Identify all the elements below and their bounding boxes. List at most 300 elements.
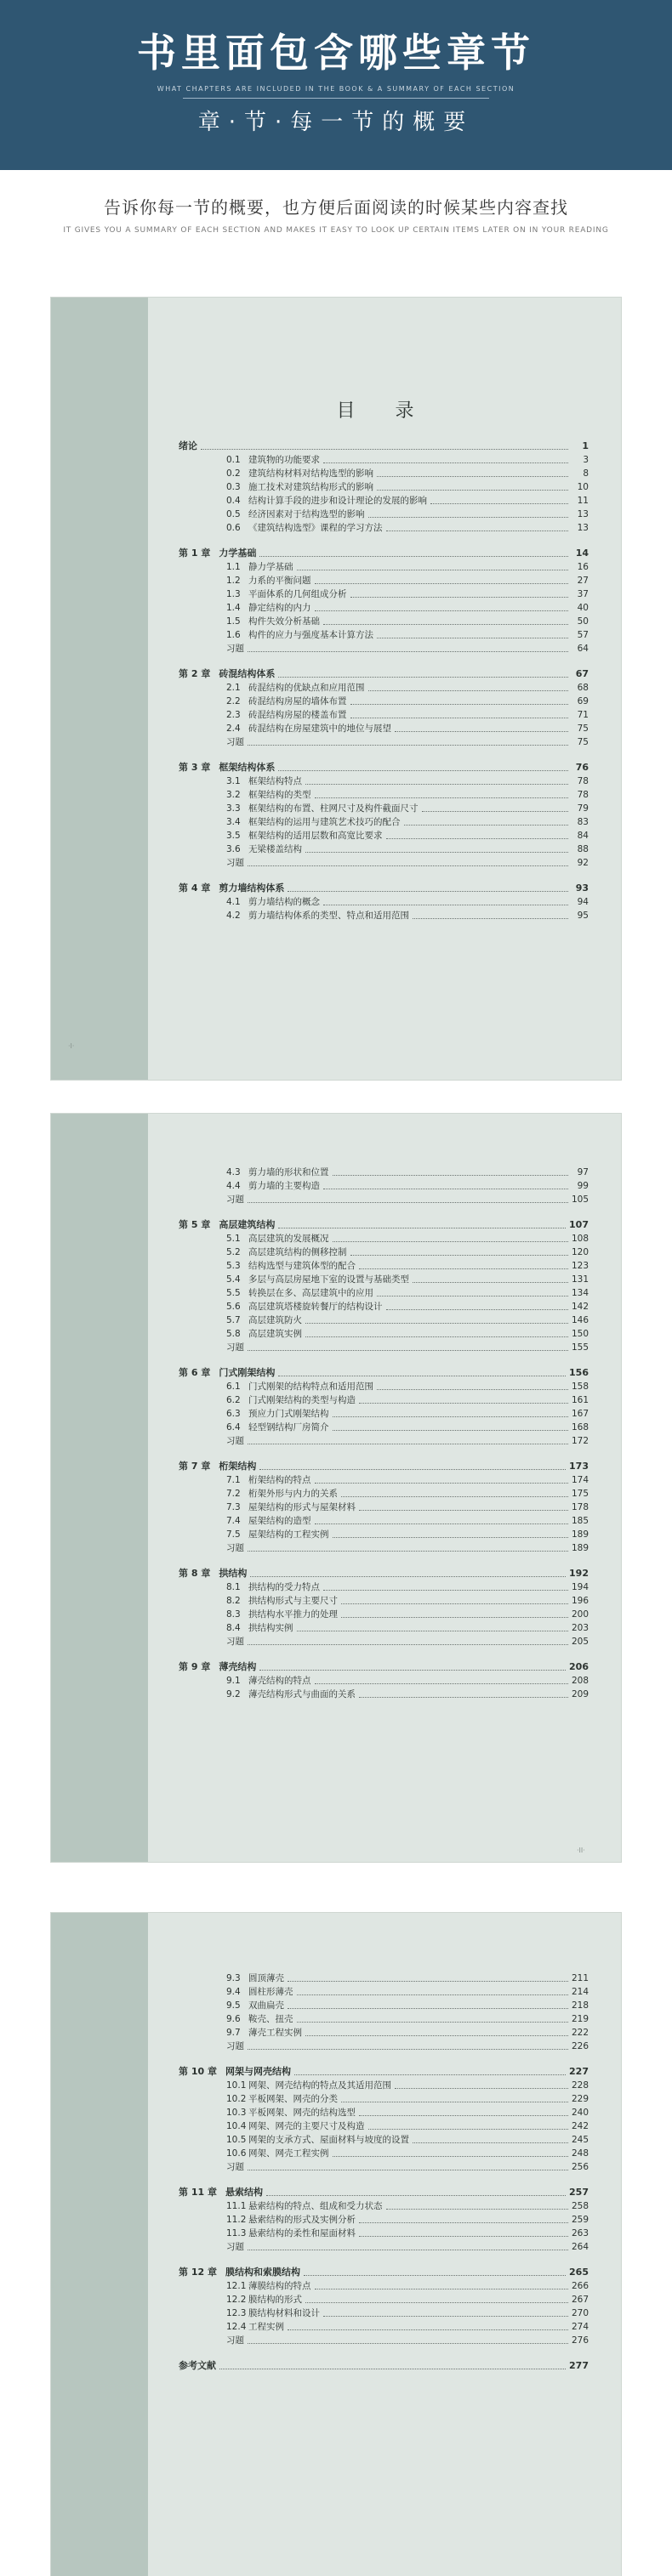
toc-entry-row — [179, 2093, 589, 2105]
entry-title: 绪论 — [179, 440, 197, 451]
leader-dots — [350, 597, 569, 598]
entry-number: 3.4 — [226, 817, 241, 827]
leader-dots — [315, 610, 569, 611]
entry-title: 薄膜结构的特点 — [248, 2281, 311, 2291]
entry-title: 平面体系的几何组成分析 — [248, 589, 347, 599]
entry-title: 薄壳结构 — [219, 1661, 257, 1672]
toc-entry-row — [179, 481, 589, 493]
toc-entry-row — [179, 2148, 589, 2159]
toc-entry-row — [179, 1421, 589, 1433]
toc-entry-row — [179, 561, 589, 573]
toc-entry-row — [179, 2027, 589, 2039]
leader-dots — [368, 517, 569, 518]
leader-dots — [294, 2074, 566, 2075]
entry-number: 3.3 — [226, 803, 241, 814]
entry-title: 屋架结构的工程实例 — [248, 1529, 329, 1540]
toc-title: 目 录 — [336, 400, 431, 422]
entry-page-number: 218 — [571, 2000, 589, 2011]
toc-entry-row — [179, 2120, 589, 2132]
leader-dots — [248, 1202, 568, 1203]
entry-number: 6.3 — [226, 1409, 241, 1419]
leader-dots — [250, 1576, 566, 1577]
toc-entry-row — [179, 2000, 589, 2011]
toc-entry-row — [179, 522, 589, 534]
leader-dots — [201, 449, 568, 450]
entry-number: 第 4 章 — [179, 882, 211, 894]
entry-title: 高层建筑塔楼旋转餐厅的结构设计 — [248, 1302, 383, 1312]
entry-page-number: 256 — [571, 2162, 589, 2172]
leader-dots — [368, 2129, 568, 2130]
entry-page-number: 189 — [571, 1529, 589, 1540]
toc-entry-row — [179, 2307, 589, 2319]
entry-title: 悬索结构的柔性和屋面材料 — [248, 2228, 356, 2238]
leader-dots — [259, 1670, 566, 1671]
leader-dots — [323, 1590, 568, 1591]
toc-entry-row — [179, 803, 589, 814]
entry-title: 习题 — [226, 1342, 244, 1353]
entry-page-number: 57 — [577, 630, 589, 640]
entry-title: 习题 — [226, 1543, 244, 1553]
entry-title: 多层与高层房屋地下室的设置与基础类型 — [248, 1274, 409, 1285]
entry-title: 平板网架、网壳的分类 — [248, 2094, 338, 2104]
entry-number: 10.6 — [226, 2148, 247, 2159]
entry-title: 网架、网壳工程实例 — [248, 2148, 329, 2159]
entry-page-number: 156 — [569, 1367, 589, 1378]
entry-title: 建筑结构材料对结构选型的影响 — [248, 468, 373, 479]
entry-page-number: 13 — [577, 523, 589, 533]
entry-title: 高层建筑防火 — [248, 1315, 302, 1325]
entry-page-number: 206 — [569, 1661, 589, 1672]
entry-page-number: 105 — [571, 1194, 589, 1205]
entry-page-number: 14 — [575, 548, 589, 559]
entry-number: 9.7 — [226, 2028, 241, 2038]
entry-number: 9.6 — [226, 2014, 241, 2024]
entry-title: 拱结构实例 — [248, 1623, 293, 1633]
entry-page-number: 192 — [569, 1568, 589, 1579]
entry-page-number: 259 — [571, 2215, 589, 2225]
entry-page-number: 3 — [583, 455, 589, 465]
entry-title: 拱结构的受力特点 — [248, 1582, 320, 1592]
leader-dots — [323, 462, 568, 463]
toc-entry-row — [179, 1180, 589, 1192]
entry-page-number: 68 — [577, 683, 589, 693]
leader-dots — [323, 2316, 568, 2317]
entry-page-number: 274 — [571, 2322, 589, 2332]
toc-entry-row — [179, 1260, 589, 1272]
entry-title: 构件的应力与强度基本计算方法 — [248, 630, 373, 640]
entry-number: 0.5 — [226, 509, 241, 519]
entry-title: 习题 — [226, 1194, 244, 1205]
entry-page-number: 168 — [571, 1422, 589, 1433]
entry-page-number: 205 — [571, 1637, 589, 1647]
entry-page-number: 97 — [577, 1167, 589, 1177]
entry-title: 参考文献 — [179, 2360, 216, 2371]
leader-dots — [315, 797, 569, 798]
toc-entry-row — [179, 1529, 589, 1540]
leader-dots — [359, 1268, 568, 1269]
entry-number: 0.1 — [226, 455, 241, 465]
toc-entry-row — [179, 2040, 589, 2052]
entry-title: 预应力门式刚架结构 — [248, 1409, 329, 1419]
entry-title: 桁架结构 — [219, 1461, 257, 1472]
entry-title: 《建筑结构选型》课程的学习方法 — [248, 523, 383, 533]
page-margin-strip — [51, 1114, 148, 1862]
entry-page-number: 108 — [571, 1234, 589, 1244]
entry-number: 1.3 — [226, 589, 241, 599]
entry-page-number: 120 — [571, 1247, 589, 1257]
leader-dots — [315, 583, 569, 584]
entry-number: 8.3 — [226, 1609, 241, 1620]
leader-dots — [404, 825, 569, 826]
entry-title: 习题 — [226, 858, 244, 868]
entry-number: 10.4 — [226, 2121, 247, 2131]
toc-entry-row — [179, 616, 589, 627]
toc-entry-row — [179, 830, 589, 842]
toc-entry-row — [179, 1986, 589, 1998]
entry-title: 砖混结构的优缺点和应用范围 — [248, 683, 365, 693]
entry-page-number: 99 — [577, 1181, 589, 1191]
leader-dots — [248, 1644, 568, 1645]
entry-number: 2.3 — [226, 710, 241, 720]
toc-entry-row — [179, 1501, 589, 1513]
entry-page-number: 174 — [571, 1475, 589, 1485]
toc-entry-row — [179, 602, 589, 614]
entry-title: 习题 — [226, 644, 244, 654]
entry-page-number: 64 — [577, 644, 589, 654]
entry-title: 双曲扁壳 — [248, 2000, 284, 2011]
toc-entry-row — [179, 1166, 589, 1178]
leader-dots — [341, 1617, 568, 1618]
entry-page-number: 209 — [571, 1689, 589, 1699]
leader-dots — [377, 476, 568, 477]
toc-entry-row — [179, 816, 589, 828]
leader-dots — [333, 1416, 568, 1417]
entry-page-number: 95 — [577, 911, 589, 921]
leader-dots — [359, 2222, 568, 2223]
entry-page-number: 11 — [577, 496, 589, 506]
entry-title: 习题 — [226, 2162, 244, 2172]
leader-dots — [359, 1403, 568, 1404]
toc-entry-row — [179, 1595, 589, 1607]
toc-entry-row — [179, 508, 589, 520]
toc-entry-row — [179, 789, 589, 801]
entry-title: 网架、网壳的主要尺寸及构造 — [248, 2121, 365, 2131]
leader-dots — [304, 2275, 566, 2276]
entry-title: 高层建筑实例 — [248, 1329, 302, 1339]
toc-entry-row — [179, 2214, 589, 2226]
toc-entry-row — [179, 910, 589, 922]
toc-entry-row — [179, 468, 589, 479]
entry-number: 3.2 — [226, 790, 241, 800]
toc-entry-row — [179, 1675, 589, 1687]
entry-page-number: 78 — [577, 790, 589, 800]
entry-title: 习题 — [226, 2335, 244, 2346]
entry-page-number: 219 — [571, 2014, 589, 2024]
toc-entry-row — [179, 1246, 589, 1258]
toc-chapter-row — [179, 1219, 589, 1231]
leader-dots — [333, 2156, 568, 2157]
toc-entry-row — [179, 843, 589, 855]
entry-title: 框架结构体系 — [219, 762, 276, 773]
intro-text: 告诉你每一节的概要，也方便后面阅读的时候某些内容查找 — [104, 197, 568, 218]
toc-entry-row — [179, 2241, 589, 2253]
leader-dots — [278, 770, 568, 771]
entry-page-number: 266 — [571, 2281, 589, 2291]
entry-number: 8.2 — [226, 1596, 241, 1606]
toc-entry-row — [179, 682, 589, 694]
leader-dots — [395, 731, 568, 732]
toc-chapter-row — [179, 440, 589, 452]
entry-title: 薄壳结构形式与曲面的关系 — [248, 1689, 356, 1699]
entry-page-number: 84 — [577, 831, 589, 841]
entry-number: 12.3 — [226, 2308, 247, 2318]
leader-dots — [288, 2008, 568, 2009]
entry-title: 高层建筑的发展概况 — [248, 1234, 329, 1244]
toc-entry-row — [179, 695, 589, 707]
entry-page-number: 242 — [571, 2121, 589, 2131]
entry-title: 剪力墙结构体系 — [219, 882, 285, 894]
entry-title: 屋架结构的造型 — [248, 1516, 311, 1526]
leader-dots — [297, 2022, 568, 2023]
toc-chapter-row — [179, 2187, 589, 2199]
entry-title: 建筑物的功能要求 — [248, 455, 320, 465]
entry-title: 拱结构 — [219, 1568, 248, 1579]
leader-dots — [278, 677, 568, 678]
toc-entry-row — [179, 1314, 589, 1326]
leader-dots — [305, 2302, 568, 2303]
entry-page-number: 142 — [571, 1302, 589, 1312]
entry-title: 习题 — [226, 737, 244, 747]
entry-number: 0.3 — [226, 482, 241, 492]
toc-entry-row — [179, 2321, 589, 2333]
toc-entry-row — [179, 643, 589, 655]
toc-chapter-row — [179, 762, 589, 774]
entry-title: 静力学基础 — [248, 562, 293, 572]
entry-page-number: 227 — [569, 2066, 589, 2077]
toc-entry-row — [179, 495, 589, 507]
leader-dots — [430, 503, 568, 504]
entry-title: 拱结构水平推力的处理 — [248, 1609, 338, 1620]
entry-title: 网架、网壳结构的特点及其适用范围 — [248, 2080, 391, 2091]
toc-entry-row — [179, 2294, 589, 2306]
entry-title: 网架的支承方式、屋面材料与坡度的设置 — [248, 2135, 409, 2145]
entry-title: 膜结构的形式 — [248, 2295, 302, 2305]
entry-number: 第 2 章 — [179, 668, 211, 679]
entry-number: 3.6 — [226, 844, 241, 854]
entry-title: 习题 — [226, 2242, 244, 2252]
leader-dots — [377, 1296, 568, 1297]
toc-entry-row — [179, 736, 589, 748]
entry-page-number: 69 — [577, 696, 589, 706]
entry-page-number: 270 — [571, 2308, 589, 2318]
entry-number: 第 10 章 — [179, 2066, 217, 2077]
entry-page-number: 258 — [571, 2201, 589, 2211]
entry-title: 习题 — [226, 2041, 244, 2051]
entry-title: 砖混结构在房屋建筑中的地位与展望 — [248, 723, 391, 734]
entry-page-number: 200 — [571, 1609, 589, 1620]
entry-page-number: 267 — [571, 2295, 589, 2305]
entry-page-number: 245 — [571, 2135, 589, 2145]
entry-title: 无梁楼盖结构 — [248, 844, 302, 854]
leader-dots — [259, 556, 568, 557]
toc-entry-row — [179, 1287, 589, 1299]
toc-entry-row — [179, 896, 589, 908]
toc-entry-row — [179, 1328, 589, 1340]
toc-chapter-row — [179, 1461, 589, 1472]
entry-title: 剪力墙的形状和位置 — [248, 1167, 329, 1177]
toc-entry-row — [179, 1233, 589, 1245]
leader-dots — [305, 784, 568, 785]
leader-dots — [315, 1483, 568, 1484]
entry-page-number: 211 — [571, 1973, 589, 1983]
toc-entry-row — [179, 2200, 589, 2212]
entry-page-number: 50 — [577, 616, 589, 627]
toc-entry-row — [179, 1435, 589, 1447]
entry-page-number: 196 — [571, 1596, 589, 1606]
entry-number: 6.4 — [226, 1422, 241, 1433]
entry-title: 门式刚架结构 — [219, 1367, 276, 1378]
entry-page-number: 79 — [577, 803, 589, 814]
toc-chapter-row — [179, 668, 589, 680]
entry-number: 第 6 章 — [179, 1367, 211, 1378]
entry-number: 12.2 — [226, 2295, 247, 2305]
entry-title: 剪力墙的主要构造 — [248, 1181, 320, 1191]
entry-page-number: 92 — [577, 858, 589, 868]
entry-number: 第 11 章 — [179, 2187, 217, 2198]
entry-page-number: 10 — [577, 482, 589, 492]
leader-dots — [350, 704, 569, 705]
entry-page-number: 185 — [571, 1516, 589, 1526]
leader-dots — [377, 490, 568, 491]
toc-entry-row — [179, 2161, 589, 2173]
divider — [183, 98, 489, 99]
entry-number: 第 3 章 — [179, 762, 211, 773]
entry-title: 力学基础 — [219, 548, 257, 559]
entry-title: 门式刚架的结构特点和适用范围 — [248, 1382, 373, 1392]
toc-entry-row — [179, 1688, 589, 1700]
toc-entry-row — [179, 1474, 589, 1486]
entry-number: 5.4 — [226, 1274, 241, 1285]
entry-number: 3.1 — [226, 776, 241, 786]
entry-number: 4.1 — [226, 897, 241, 907]
entry-title: 转换层在多、高层建筑中的应用 — [248, 1288, 373, 1298]
toc-entry-row — [179, 2080, 589, 2091]
leader-dots — [315, 1523, 568, 1524]
entry-page-number: 94 — [577, 897, 589, 907]
entry-number: 5.5 — [226, 1288, 241, 1298]
entry-page-number: 203 — [571, 1623, 589, 1633]
entry-number: 9.4 — [226, 1987, 241, 1997]
entry-number: 7.3 — [226, 1502, 241, 1512]
toc-entry-row — [179, 2134, 589, 2146]
entry-title: 圆柱形薄壳 — [248, 1987, 293, 1997]
entry-page-number: 83 — [577, 817, 589, 827]
entry-title: 经济因素对于结构选型的影响 — [248, 509, 365, 519]
entry-number: 10.3 — [226, 2108, 247, 2118]
entry-title: 框架结构特点 — [248, 776, 302, 786]
subtitle-english: WHAT CHAPTERS ARE INCLUDED IN THE BOOK & A SUMMARY OF EACH SECTION — [157, 85, 515, 93]
subtitle-chinese: 章·节·每一节的概要 — [197, 110, 475, 135]
entry-title: 工程实例 — [248, 2322, 284, 2332]
entry-title: 悬索结构的特点、组成和受力状态 — [248, 2201, 383, 2211]
entry-number: 12.1 — [226, 2281, 247, 2291]
toc-entry-row — [179, 723, 589, 735]
toc-chapter-row — [179, 548, 589, 559]
entry-title: 习题 — [226, 1637, 244, 1647]
toc-entry-row — [179, 1394, 589, 1406]
leader-dots — [305, 1336, 568, 1337]
leader-dots — [288, 1981, 568, 1982]
entry-title: 剪力墙结构的概念 — [248, 897, 320, 907]
toc-entry-row — [179, 1581, 589, 1593]
leader-dots — [259, 1469, 566, 1470]
entry-page-number: 229 — [571, 2094, 589, 2104]
entry-page-number: 277 — [569, 2360, 589, 2371]
leader-dots — [377, 1389, 568, 1390]
leader-dots — [305, 1323, 568, 1324]
entry-page-number: 257 — [569, 2187, 589, 2198]
entry-title: 拱结构形式与主要尺寸 — [248, 1596, 338, 1606]
toc-chapter-row — [179, 882, 589, 894]
entry-number: 9.3 — [226, 1973, 241, 1983]
page-margin-strip — [51, 298, 148, 1080]
leader-dots — [395, 2088, 568, 2089]
entry-page-number: 264 — [571, 2242, 589, 2252]
leader-dots — [341, 1496, 568, 1497]
entry-number: 5.1 — [226, 1234, 241, 1244]
entry-number: 2.1 — [226, 683, 241, 693]
entry-title: 结构选型与建筑体型的配合 — [248, 1261, 356, 1271]
toc-chapter-row — [179, 2066, 589, 2078]
entry-page-number: 93 — [575, 882, 589, 894]
toc-entry-row — [179, 2013, 589, 2025]
entry-title: 框架结构的适用层数和高宽比要求 — [248, 831, 383, 841]
entry-page-number: 155 — [571, 1342, 589, 1353]
entry-page-number: 88 — [577, 844, 589, 854]
entry-page-number: 173 — [569, 1461, 589, 1472]
entry-page-number: 158 — [571, 1382, 589, 1392]
entry-number: 10.5 — [226, 2135, 247, 2145]
entry-number: 9.1 — [226, 1676, 241, 1686]
toc-chapter-row — [179, 1661, 589, 1673]
entry-page-number: 150 — [571, 1329, 589, 1339]
entry-page-number: 276 — [571, 2335, 589, 2346]
entry-page-number: 75 — [577, 737, 589, 747]
entry-number: 6.2 — [226, 1395, 241, 1405]
entry-page-number: 71 — [577, 710, 589, 720]
page-title: 书里面包含哪些章节 — [137, 30, 535, 76]
page-number: ·I· — [68, 1042, 75, 1050]
entry-number: 3.5 — [226, 831, 241, 841]
leader-dots — [248, 2049, 568, 2050]
entry-title: 薄壳结构的特点 — [248, 1676, 311, 1686]
header-banner — [0, 0, 672, 170]
entry-number: 5.3 — [226, 1261, 241, 1271]
leader-dots — [386, 2209, 568, 2210]
entry-number: 2.2 — [226, 696, 241, 706]
entry-page-number: 134 — [571, 1288, 589, 1298]
entry-page-number: 107 — [569, 1219, 589, 1230]
entry-title: 平板网架、网壳的结构选型 — [248, 2108, 356, 2118]
entry-page-number: 1 — [582, 440, 589, 451]
entry-title: 砖混结构体系 — [219, 668, 276, 679]
toc-entry-row — [179, 1972, 589, 1984]
leader-dots — [248, 865, 568, 866]
entry-title: 膜结构和索膜结构 — [225, 2267, 300, 2278]
leader-dots — [368, 690, 569, 691]
page-margin-strip — [51, 1913, 148, 2576]
entry-title: 门式刚架结构的类型与构造 — [248, 1395, 356, 1405]
